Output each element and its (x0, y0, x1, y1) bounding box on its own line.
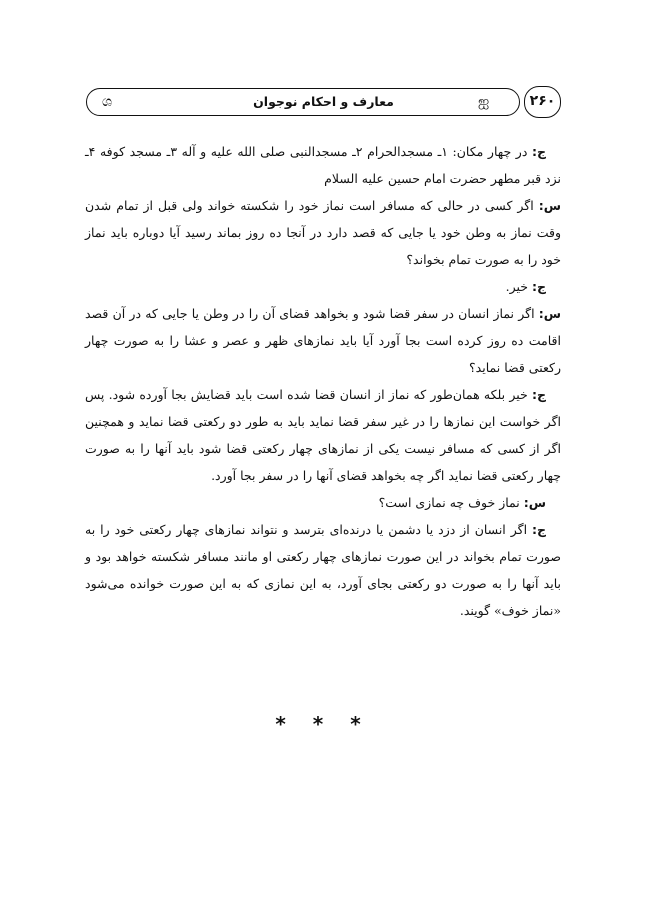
answer-label: ج: (531, 144, 546, 159)
page-body (85, 138, 561, 624)
question-paragraph (85, 489, 561, 516)
running-header (86, 86, 561, 120)
answer-text: اگر انسان از دزد یا دشمن یا درنده‌ای بترسد و نتواند نمازهای چهار رکعتی خود را به صورت تمام بخواند در این صورت نمازهای چهار رکعتی او مانند مسافر شکسته خواهد بود و باید آنها را به صورت دو رکعتی بجای آورد، به این نمازی که به این صورت خوانده می‌شود «نماز خوف» گویند. (85, 522, 562, 618)
question-paragraph (85, 192, 561, 273)
answer-paragraph (85, 381, 561, 489)
header-ornament-right-icon: ஐ (478, 94, 490, 110)
answer-label: ج: (531, 279, 546, 294)
answer-paragraph (85, 516, 561, 624)
question-paragraph (85, 300, 561, 381)
page-number: ۲۶۰ (524, 86, 561, 118)
question-text: اگر نماز انسان در سفر قضا شود و بخواهد قضای آن را در وطن یا جایی که در آن قصد اقامت ده روز کرده است بجا آورد آیا باید نمازهای ظهر و عصر و عشا را به صورت چهار رکعتی قضا نماید؟ (85, 306, 561, 375)
question-text: نماز خوف چه نمازی است؟ (378, 495, 524, 510)
question-text: اگر کسی در حالی که مسافر است نماز خود را شکسته خواند ولی قبل از تمام شدن وقت نماز به وطن خود یا جایی که قصد دارد در آنجا ده روز بماند رسید آیا دوباره باید نماز خود را به صورت تمام بخواند؟ (85, 198, 561, 267)
header-ornament-left-icon: ශ (102, 94, 113, 110)
book-title: معارف و احکام نوجوان (253, 94, 394, 109)
answer-paragraph (85, 273, 561, 300)
section-separator: * * * (275, 712, 371, 736)
question-label: س: (523, 495, 546, 510)
answer-text: در چهار مکان: ۱ـ مسجدالحرام ۲ـ مسجدالنبی صلی الله علیه و آله ۳ـ مسجد کوفه ۴ـ نزد قبر مطهر حضرت امام حسین علیه السلام (85, 144, 561, 186)
answer-label: ج: (531, 522, 546, 537)
answer-label: ج: (531, 387, 546, 402)
answer-text: خیر بلکه همان‌طور که نماز از انسان قضا شده است باید قضایش بجا آورده شود. پس اگر خواست این نمازها را در غیر سفر قضا نماید باید به طور دو رکعتی قضا نماید و همچنین اگر از کسی که مسافر نیست یکی از نمازهای چهار رکعتی قضا شود باید آنها را به صورت چهار رکعتی قضا نماید اگر چه بخواهد قضای آنها را در سفر بجا آورد. (85, 387, 561, 483)
question-label: س: (538, 306, 561, 321)
answer-text: خیر. (505, 279, 532, 294)
question-label: س: (538, 198, 561, 213)
answer-paragraph (85, 138, 561, 192)
